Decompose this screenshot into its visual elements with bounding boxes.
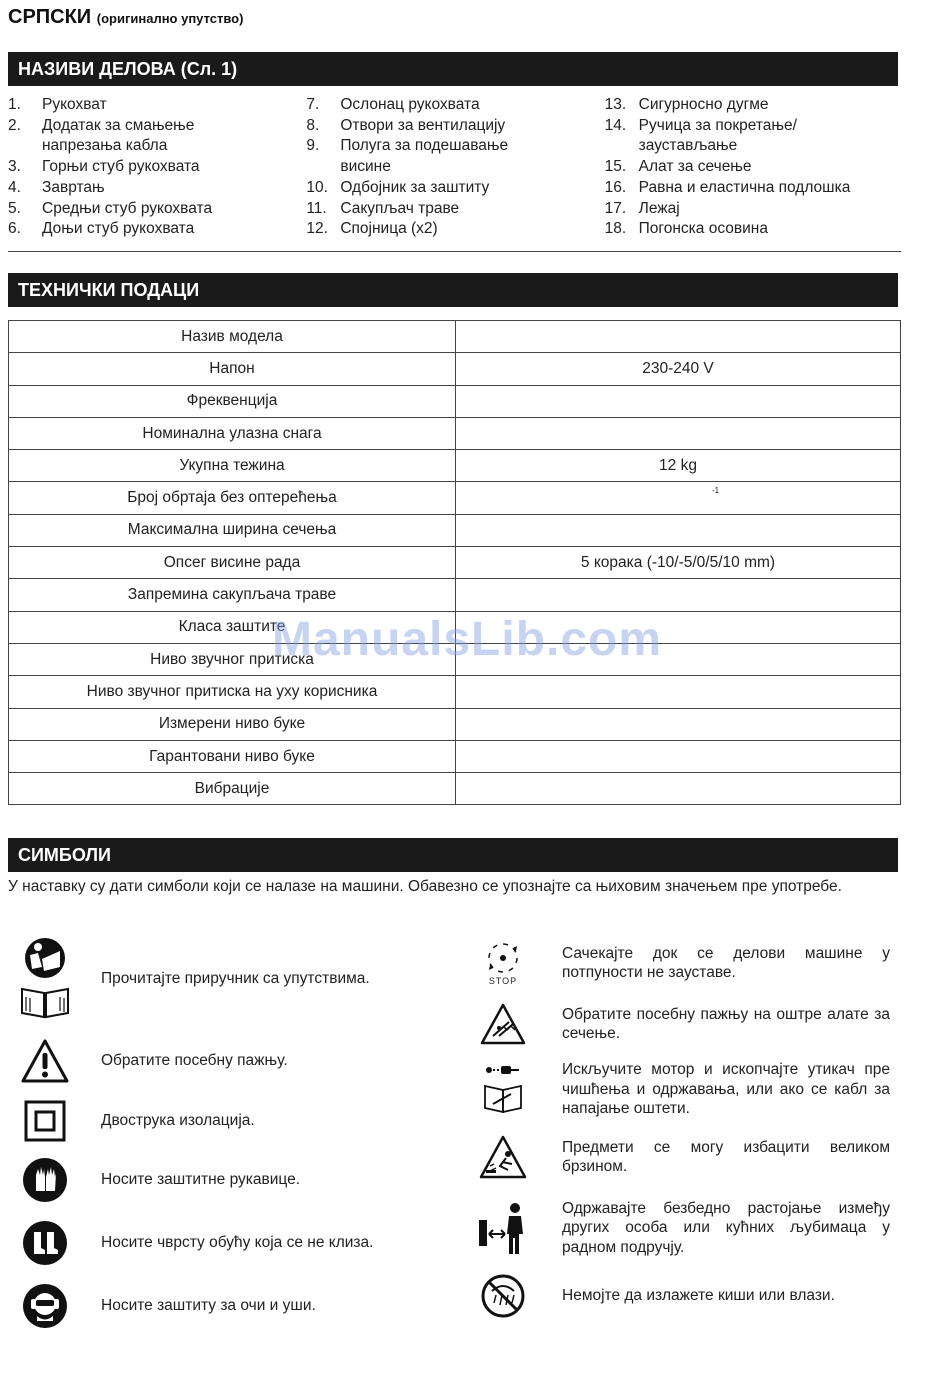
spec-label: Запремина сакупљача траве <box>9 579 456 611</box>
symbol-text: Предмети се могу избацити великом брзином. <box>562 1138 890 1175</box>
symbol-text: Двострука изолација. <box>101 1112 255 1130</box>
stop-label: STOP <box>488 976 518 986</box>
spec-label: Фреквенција <box>9 385 456 417</box>
spec-label: Максимална ширина сечења <box>9 514 456 546</box>
part-item: 16. Равна и еластична подлошка <box>604 178 851 196</box>
symbol-text: Обратите посебну пажњу. <box>101 1052 288 1070</box>
spec-label: Измерени ниво буке <box>9 708 456 740</box>
symbol-row <box>476 1000 890 1048</box>
parts-section-title: НАЗИВИ ДЕЛОВА (Сл. 1) <box>8 52 898 86</box>
part-item: 10. Одбојник за заштиту <box>306 178 490 196</box>
spec-value <box>456 579 901 611</box>
symbol-row <box>14 1036 288 1086</box>
wait-stop-icon <box>476 938 530 988</box>
double-insulation-icon <box>14 1098 76 1144</box>
spec-value <box>456 482 901 514</box>
symbol-text: Носите чврсту обућу која се не клиза. <box>101 1234 374 1252</box>
read-manual-icon <box>14 936 76 1022</box>
part-item: 11. Сакупљач траве <box>306 199 460 217</box>
part-item: 7. Ослонац рукохвата <box>306 96 480 113</box>
keep-distance-icon <box>476 1198 530 1258</box>
table-row <box>9 740 901 772</box>
symbol-text: Носите заштиту за очи и уши. <box>101 1297 316 1315</box>
part-item: 17. Лежај <box>604 199 680 217</box>
table-row <box>9 385 901 417</box>
spec-label: Број обртаја без оптерећења <box>9 482 456 514</box>
symbol-text: Искључите мотор и ископчајте утикач пре чишћења и одржавања, или ако се кабл за напајање оштети. <box>562 1061 890 1117</box>
spec-value <box>456 676 901 708</box>
table-row <box>9 708 901 740</box>
part-item: 9. Полуга за подешавање висине <box>306 137 509 176</box>
table-row <box>9 482 901 514</box>
spec-label: Опсег висине рада <box>9 547 456 579</box>
symbol-row <box>476 1272 890 1320</box>
spec-label: Ниво звучног притиска на уху корисника <box>9 676 456 708</box>
gloves-icon <box>14 1156 76 1204</box>
table-row <box>9 450 901 482</box>
symbol-row <box>14 936 370 1022</box>
part-item: 8. Отвори за вентилацију <box>306 116 506 134</box>
symbols-intro: У наставку су дати симболи који се налазе на машини. Обавезно се упознајте са њиховим значењем пре употребе. <box>8 878 842 895</box>
spec-label: Ниво звучног притиска <box>9 643 456 675</box>
spec-value: 5 корака (-10/-5/0/5/10 mm) <box>456 547 901 579</box>
spec-label: Напон <box>9 353 456 385</box>
spec-value: 230-240 V <box>456 353 901 385</box>
no-rain-icon <box>476 1272 530 1320</box>
watermark: ManualsLib.com <box>272 613 663 666</box>
unplug-icon <box>476 1060 530 1118</box>
unit-superscript: -1 <box>712 486 720 496</box>
symbol-row <box>14 1282 316 1330</box>
language-label: СРПСКИ <box>8 6 92 28</box>
part-item: 12. Спојница (x2) <box>306 220 438 238</box>
table-row <box>9 417 901 449</box>
spec-label: Класа заштите <box>9 611 456 643</box>
parts-column-1 <box>8 95 306 240</box>
safety-boots-icon <box>14 1219 76 1267</box>
symbols-section-title: СИМБОЛИ <box>8 838 898 872</box>
spec-value <box>456 417 901 449</box>
spec-value <box>456 708 901 740</box>
spec-value: 12 kg <box>456 450 901 482</box>
spec-value <box>456 773 901 805</box>
parts-list <box>8 95 903 240</box>
spec-label: Укупна тежина <box>9 450 456 482</box>
part-item: 15. Алат за сечење <box>604 158 752 176</box>
part-item: 2. Додатак за смањење напрезања кабла <box>8 116 195 155</box>
parts-column-2 <box>306 95 604 240</box>
table-row <box>9 321 901 353</box>
part-item: 1. Рукохват <box>8 96 107 113</box>
table-row <box>9 547 901 579</box>
symbol-row <box>476 1060 890 1119</box>
part-item: 13. Сигурносно дугме <box>604 96 769 113</box>
part-item: 14. Ручица за покретање/ заустављање <box>604 116 797 155</box>
page-language-title <box>8 6 243 29</box>
symbol-row <box>476 938 890 988</box>
tech-data-table <box>8 320 901 805</box>
part-item: 6. Доњи стуб рукохвата <box>8 220 195 238</box>
symbol-text: Сачекајте док се делови машине у потпуности не зауставе. <box>562 944 890 981</box>
symbol-row <box>476 1198 890 1258</box>
table-row <box>9 773 901 805</box>
symbol-text: Обратите посебну пажњу на оштре алате за сечење. <box>562 1005 890 1042</box>
section-divider <box>8 251 901 252</box>
part-item: 5. Средњи стуб рукохвата <box>8 199 213 217</box>
part-item: 4. Завртањ <box>8 178 105 196</box>
symbol-row <box>14 1098 255 1144</box>
table-row <box>9 579 901 611</box>
spec-value <box>456 321 901 353</box>
spec-label: Назив модела <box>9 321 456 353</box>
symbol-text: Одржавајте безбедно растојање између других особа или кућних љубимаца у радном подручју. <box>562 1199 890 1256</box>
symbol-row <box>476 1132 890 1182</box>
spec-label: Вибрације <box>9 773 456 805</box>
eye-ear-protection-icon <box>14 1282 76 1330</box>
spec-label: Номинална улазна снага <box>9 417 456 449</box>
symbol-text: Носите заштитне рукавице. <box>101 1171 301 1189</box>
spec-value <box>456 514 901 546</box>
symbol-text: Прочитајте приручник са упутствима. <box>101 970 370 988</box>
spec-label: Гарантовани ниво буке <box>9 740 456 772</box>
spec-value <box>456 385 901 417</box>
symbol-row <box>14 1219 373 1267</box>
part-item: 18. Погонска осовина <box>604 220 768 238</box>
sharp-blades-icon <box>476 1000 530 1048</box>
table-row <box>9 514 901 546</box>
table-row <box>9 353 901 385</box>
symbol-text: Немојте да излажете киши или влази. <box>562 1287 835 1305</box>
tech-section-title: ТЕХНИЧКИ ПОДАЦИ <box>8 273 898 307</box>
symbol-row <box>14 1156 300 1204</box>
part-item: 3. Горњи стуб рукохвата <box>8 158 200 176</box>
spec-value <box>456 740 901 772</box>
warning-icon <box>14 1036 76 1086</box>
parts-column-3 <box>605 95 903 240</box>
language-subtitle: (оригинално упутство) <box>96 11 244 26</box>
thrown-objects-icon <box>476 1132 530 1182</box>
table-row <box>9 676 901 708</box>
